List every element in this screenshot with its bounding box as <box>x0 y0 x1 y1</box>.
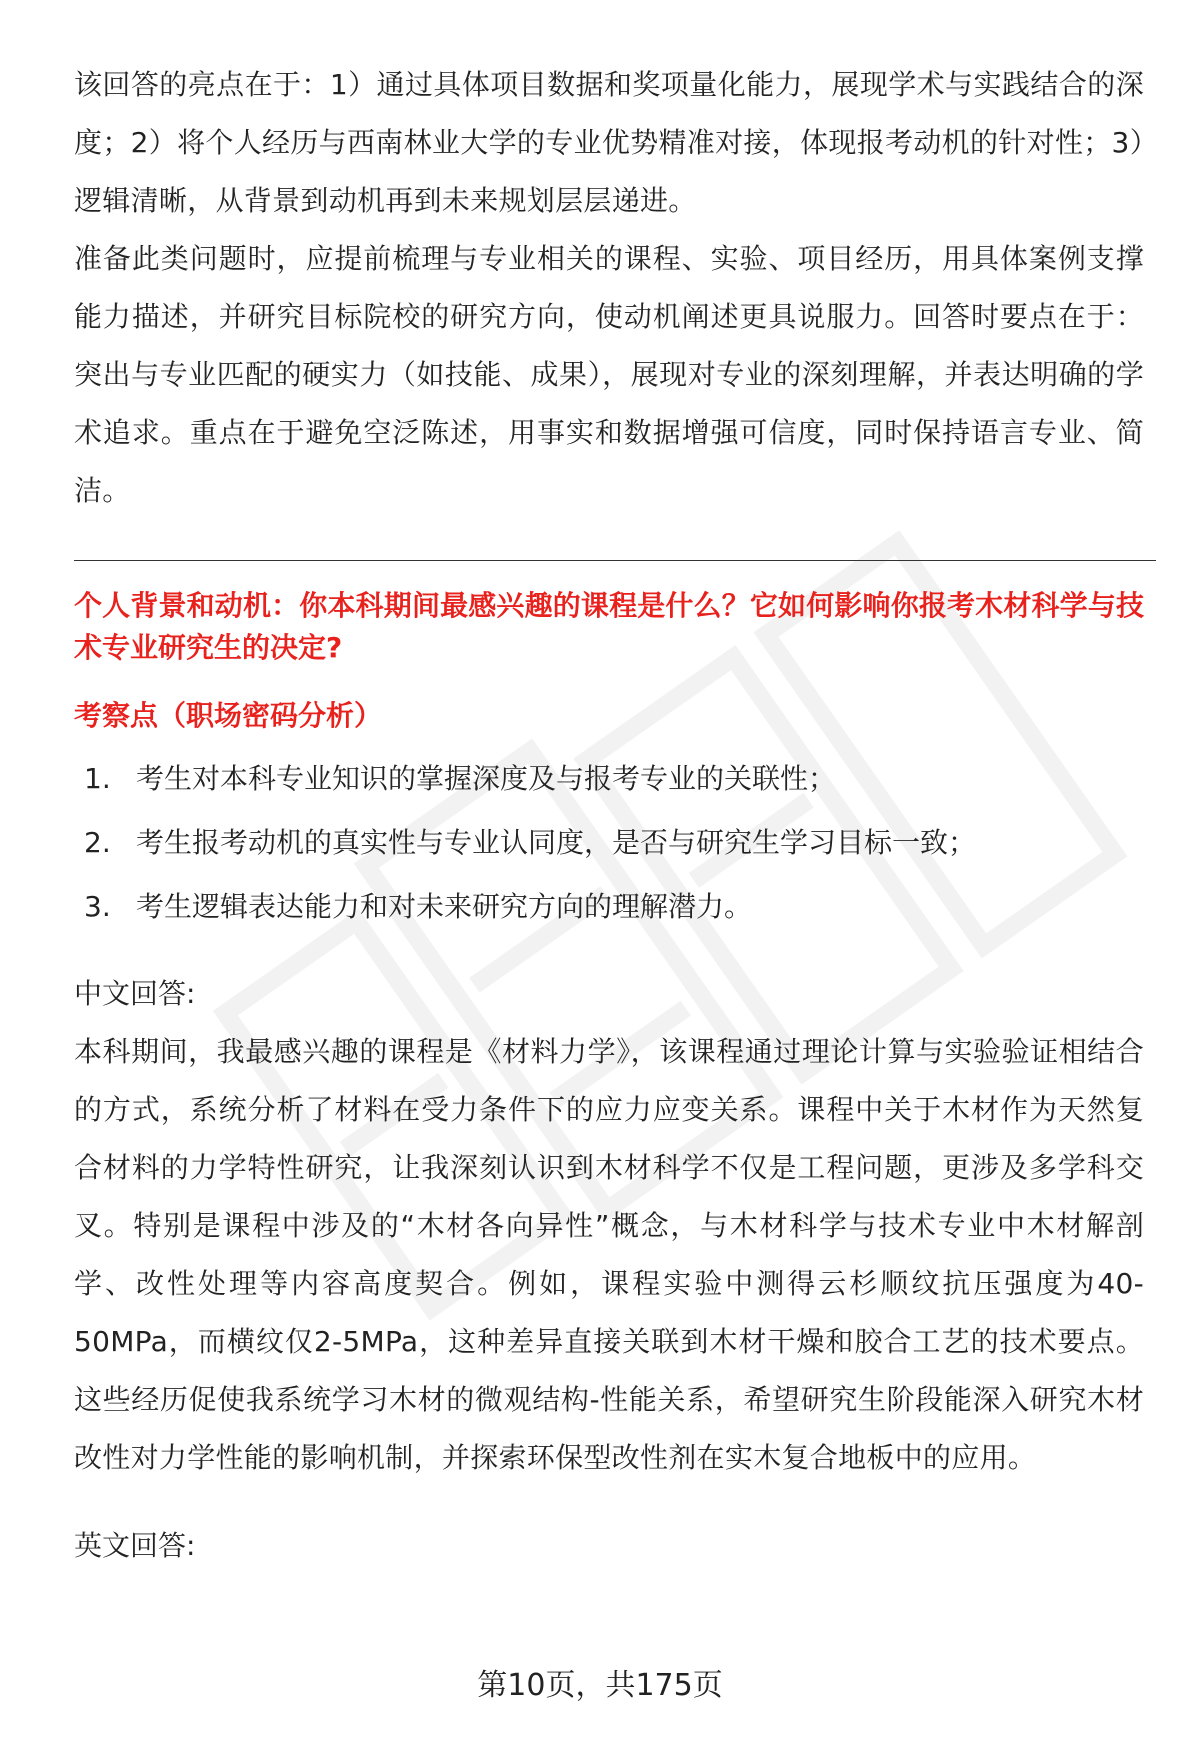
document-body <box>74 56 1144 1575</box>
list-number: 2. <box>84 826 111 859</box>
list-item <box>74 811 1144 875</box>
list-item <box>74 747 1144 811</box>
cn-answer-paragraph: 本科期间，我最感兴趣的课程是《材料力学》，该课程通过理论计算与实验验证相结合的方式，系统分析了材料在受力条件下的应力应变关系。课程中关于木材作为天然复合材料的力学特性研究，让我深刻认识到木材科学不仅是工程问题，更涉及多学科交叉。特别是课程中涉及的“木材各向异性”概念，与木材科学与技术专业中木材解剖学、改性处理等内容高度契合。例如，课程实验中测得云杉顺纹抗压强度为40-50MPa，而横纹仅2-5MPa，这种差异直接关联到木材干燥和胶合工艺的技术要点。这些经历促使我系统学习木材的微观结构-性能关系，希望研究生阶段能深入研究木材改性对力学性能的影响机制，并探索环保型改性剂在实木复合地板中的应用。 <box>74 1035 1144 1474</box>
page-footer: 第10页，共175页 <box>477 1668 723 1703</box>
en-answer-label: 英文回答: <box>74 1529 196 1562</box>
focus-heading: 考察点（职场密码分析） <box>74 699 383 732</box>
list-number: 3. <box>84 890 111 923</box>
intro-paragraph-2: 准备此类问题时，应提前梳理与专业相关的课程、实验、项目经历，用具体案例支撑能力描述，并研究目标院校的研究方向，使动机阐述更具说服力。回答时要点在于：突出与专业匹配的硬实力（如技能、成果），展现对专业的深刻理解，并表达明确的学术追求。重点在于避免空泛陈述，用事实和数据增强可信度，同时保持语言专业、简洁。 <box>74 242 1144 507</box>
list-text: 考生对本科专业知识的掌握深度及与报考专业的关联性； <box>136 762 837 795</box>
intro-paragraph-1: 该回答的亮点在于：1）通过具体项目数据和奖项量化能力，展现学术与实践结合的深度；2）将个人经历与西南林业大学的专业优势精准对接，体现报考动机的针对性；3）逻辑清晰，从背景到动机再到未来规划层层递进。 <box>74 68 1144 217</box>
focus-list <box>74 747 1144 939</box>
list-text: 考生逻辑表达能力和对未来研究方向的理解潜力。 <box>136 890 753 923</box>
question-heading: 个人背景和动机：你本科期间最感兴趣的课程是什么？它如何影响你报考木材科学与技术专业研究生的决定? <box>74 589 1144 664</box>
list-text: 考生报考动机的真实性与专业认同度，是否与研究生学习目标一致； <box>136 826 977 859</box>
list-item <box>74 875 1144 939</box>
list-number: 1. <box>84 762 111 795</box>
section-divider <box>74 560 1156 561</box>
cn-answer-label: 中文回答: <box>74 977 196 1010</box>
